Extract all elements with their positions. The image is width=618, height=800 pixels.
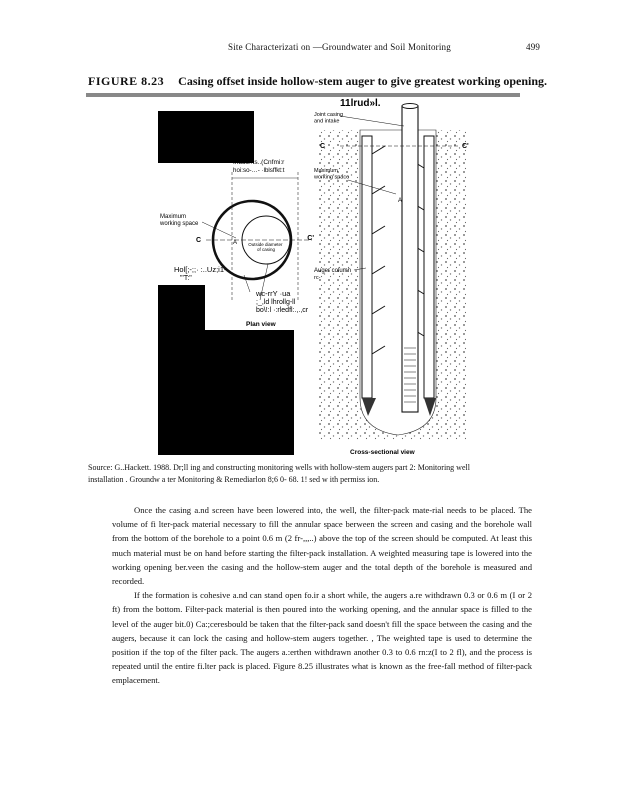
page-number: 499 [526,42,541,52]
running-title: Site Characterizati on —Groundwater and Soil Monitoring [228,42,451,52]
plan-hollow-label1: Hol[;-;;· :..Uz;i1- [174,265,227,274]
body-text [112,503,532,688]
plan-max-space-line2: working space [160,221,199,227]
plan-casing-label [248,242,284,252]
figure-source [88,462,528,486]
plan-wc-label3: bo\!:l ·:rledfl:.,.,cr [256,307,309,314]
source-line-2: installation . Groundw a ter Monitoring & Remediarlon 8;6 0- 68. 1! sed w ith permiss ion. [88,475,380,484]
source-line-1: Source: G..Hackett. 1988. Dr;ll ing and constructing monitoring wells with hollow-stem augers part 2: Monitoring well [88,463,470,472]
title-rule [86,93,520,97]
section-joint-line2: and intake [314,118,340,125]
section-c-right: C' [462,143,469,150]
plan-a-label: A [233,240,238,246]
section-auger-tail: rc- [314,275,321,281]
figure-title [88,74,547,89]
figure-label: FIGURE 8.23 [88,74,165,88]
plan-max-space-line1: Maximum [160,214,187,220]
plan-casing-line2: of casing [256,247,276,252]
redaction-block-bottom [205,330,294,455]
section-max-line1: Maximum [314,168,338,174]
section-view-title: Cross-sectional view [350,449,415,456]
plan-c-right: C' [307,235,314,242]
body-paragraph-2: If the formation is cohesive a.nd can stand open fo.ir a short while, the augers a.re withdrawn 0.3 or 0.6 m (I or 2 ft) from the bottom. Filter-pack material is then poured into the working opening, and the annular space is filled to the level of the auger bit.0) Ca:;ceresbould be taken that the filter-pack sand doesn't fill the space between the casing and the augers, because it can lock the casing and hollow-stem augers together. , The weighted tape is used to determine the position if the top of the filter pack. The augers a.:erthen withdrawn another 0.3 to 0.6 rn:z(I to 2 fl), and the process is repeated until the entire fi.lter pack is placed. Figure 8.25 illustrates what is known as the free-fall method of filter-pack emplacement. [112,590,532,686]
plan-view-diagram [140,150,315,340]
section-top-label: 11lrud»l. [340,98,381,109]
section-auger-label: Auger column [314,268,352,274]
body-paragraph-1: Once the casing a.nd screen have been lowered into, the well, the filter-pack mate-rial needs to be placed. The volume of fi lter-pack material necessary to fill the annular space berween the screen and casing and the borehole wall from the bottom of the borehole to a point 0.6 m (2 fr-,,,..) above the top of the screen should be computed. At least this much material must be on hand before starting the filter-pack installation. A weighted measuring tape is lowered into the working opening ber.veen the casing and the hollow-stem auger and the total depth of the borehole is measured and recorded. [112,505,532,587]
section-joint-label [314,112,345,125]
section-c-left: C [320,143,326,150]
cross-section-diagram [300,98,475,460]
plan-hollow-label2: "'T:" [180,275,192,282]
section-a-label: A [398,198,403,204]
plan-wc-label2: ;_,ld lhrollg-ll [256,299,296,306]
running-header [228,42,541,52]
plan-max-space [159,214,199,227]
plan-c-left: C [196,237,202,244]
plan-label-top1: Inddc::ts..(Cnfmi:r [233,159,285,166]
plan-casing-line1: Outside diameter [248,242,283,247]
plan-wc-label1: wc-rrY ·ua [256,289,291,298]
plan-view-title: Plan view [246,321,276,328]
figure-caption: Casing offset inside hollow-stem auger to give greatest working opening. [178,74,548,88]
section-max-line2: working space [314,174,350,181]
plan-label-top2: hoi:so-…- ·lblsffkt:t [233,167,285,174]
section-joint-line1: Joint casing [314,112,344,118]
